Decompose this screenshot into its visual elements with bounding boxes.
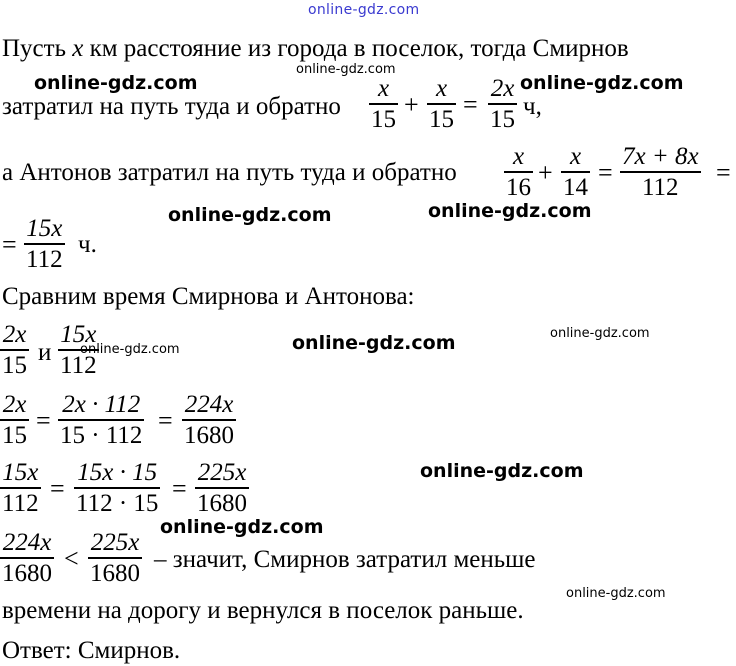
text-line-11: времени на дорогу и вернулся в поселок раньше. (2, 597, 524, 624)
fraction-225x-over-1680: 225x 1680 (197, 459, 247, 517)
equals-sign: = (463, 90, 478, 119)
unit-hours-1: ч, (523, 93, 542, 120)
fraction-2x-over-15: 2x 15 (490, 75, 515, 133)
fraction-225x-over-1680-cmp: 225x 1680 (90, 529, 140, 587)
watermark: online-gdz.com (420, 460, 584, 482)
less-than-sign: < (64, 544, 79, 573)
equals-sign-2: = (598, 158, 613, 187)
fraction-2x-over-15-cmp: 2x 15 (2, 321, 27, 379)
fraction-15x-over-112-step: 15x 112 (2, 459, 39, 517)
watermark: online-gdz.com (168, 204, 332, 226)
text-line-1 (2, 34, 629, 64)
watermark: online-gdz.com (550, 326, 650, 341)
watermark: online-gdz.com (428, 200, 592, 222)
fraction-2x112-over-15x112: 2x · 112 15 · 112 (60, 391, 143, 449)
fraction-224x-over-1680: 224x 1680 (184, 391, 234, 449)
fraction-x-over-15-b: x 15 (429, 75, 454, 133)
fraction-x-over-16: x 16 (506, 143, 531, 201)
text-line-2: затратил на путь туда и обратно (2, 93, 341, 120)
watermark: online-gdz.com (292, 332, 456, 354)
plus-sign: + (404, 90, 419, 119)
fraction-7x8x-over-112: 7x + 8x 112 (622, 143, 699, 201)
fraction-15x-over-112: 15x 112 (26, 215, 63, 273)
fraction-2x-over-15-step: 2x 15 (2, 391, 27, 449)
plus-sign-2: + (538, 158, 553, 187)
text-line-3: а Антонов затратил на путь туда и обратно (2, 159, 457, 186)
fraction-224x-over-1680-cmp: 224x 1680 (2, 529, 52, 587)
unit-hours-2: ч. (78, 231, 97, 258)
equals-sign-8: = (172, 474, 187, 503)
equals-sign-3: = (716, 158, 731, 187)
equals-sign-5: = (36, 406, 51, 435)
conjunction-and: и (38, 339, 52, 366)
fraction-15x-over-112-cmp: 15x 112 (60, 321, 97, 379)
fraction-15x15-over-112x15: 15x · 15 112 · 15 (76, 459, 159, 517)
text-line-10: – значит, Смирнов затратил меньше (154, 546, 536, 573)
answer-line: Ответ: Смирнов. (2, 637, 181, 664)
watermark: online-gdz.com (160, 516, 324, 538)
line1-variable: x (72, 35, 84, 62)
fraction-x-over-15-a: x 15 (371, 75, 396, 133)
watermark: online-gdz.com (34, 72, 198, 94)
watermark: online-gdz.com (566, 586, 666, 601)
equals-sign-7: = (50, 474, 65, 503)
watermark: online-gdz.com (520, 72, 684, 94)
watermark: online-gdz.com (80, 342, 180, 357)
line1-rest: км расстояние из города в поселок, тогда Смирнов (89, 35, 629, 62)
watermark: online-gdz.com (296, 62, 396, 77)
header-watermark: online-gdz.com (308, 2, 420, 18)
fraction-x-over-14: x 14 (563, 143, 588, 201)
line1-start: Пусть (2, 35, 66, 62)
text-line-5: Сравним время Смирнова и Антонова: (2, 283, 415, 310)
equals-sign-6: = (158, 406, 173, 435)
equals-sign-4: = (2, 230, 17, 259)
